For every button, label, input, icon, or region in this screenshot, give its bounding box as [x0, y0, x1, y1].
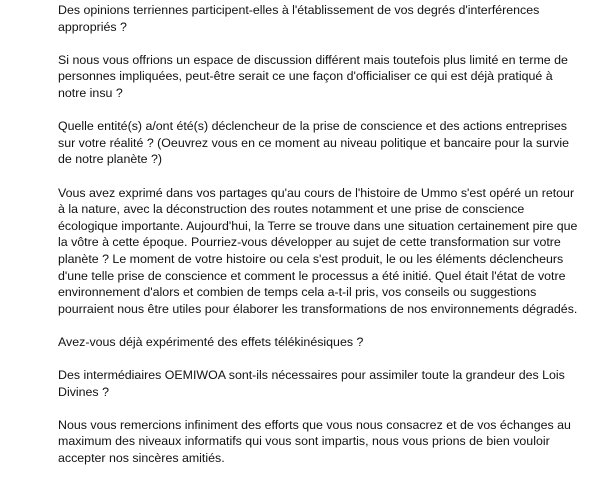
document-body — [58, 2, 578, 483]
paragraph-closing-thanks: Nous vous remercions infiniment des efforts que vous nous consacrez et de vos échanges au maximum des niveaux informatifs qui vous sont impartis, nous vous prions de bien vouloir accepter nos sincères amitiés. — [58, 417, 571, 466]
paragraph-discussion-space: Si nous vous offrions un espace de discussion différent mais toutefois plus limité en terme de personnes impliquées, peut-être serait ce une façon d'officialiser ce qui est déjà pratiqué à notre insu ? — [58, 52, 568, 100]
paragraph-terrestrial-opinions: Des opinions terriennes participent-elles à l'établissement de vos degrés d'interférences appropriés ? — [58, 3, 540, 34]
paragraph-telekinesis: Avez-vous déjà expérimenté des effets télékinésiques ? — [58, 334, 364, 349]
paragraph-triggering-entity: Quelle entité(s) a/ont été(s) déclencheur de la prise de conscience et des actions entreprises sur votre réalité ? (Oeuvrez vous en ce moment au niveau politique et bancaire pour la survie de notre planète ?) — [58, 119, 570, 167]
paragraph-oemiwoa-intermediaries: Des intermédiaires OEMIWOA sont-ils nécessaires pour assimiler toute la grandeur des Lois Divines ? — [58, 368, 565, 399]
paragraph-ummo-history: Vous avez exprimé dans vos partages qu'au cours de l'histoire de Ummo s'est opéré un retour à la nature, avec la déconstruction des routes notamment et une prise de conscience écologique importante. Aujourd'hui, la Terre se trouve dans une situation certainement pire que la vôtre à cette époque. Pourriez-vous développer au sujet de cette transformation sur votre planète ? Le moment de votre histoire ou cela s'est produit, le ou les éléments déclencheurs d'une telle prise de conscience et comment le processus a été initié. Quel était l'état de votre environnement d'alors et combien de temps cela a-t-il pris, vos conseils ou suggestions pourraient nous être utiles pour élaborer les transformations de nos environnements dégradés. — [58, 185, 578, 316]
